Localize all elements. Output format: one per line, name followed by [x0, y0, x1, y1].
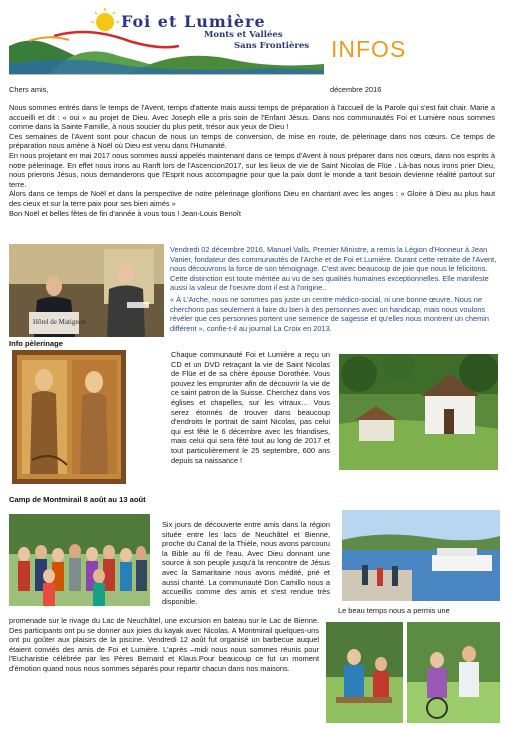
photo-matignon [9, 244, 164, 337]
photo-saint-nicolas [12, 350, 126, 484]
photo-wheelchair [407, 622, 500, 723]
greeting: Chers amis, [9, 85, 49, 94]
matignon-paragraph: Vendredi 02 décembre 2016, Manuel Valls, Premier Ministre, a remis la Légion d'Honneur à Jean Vanier, fondateur des communautés de l'Arche et de Foi et Lumière. Durant cette retraite de l'Avent, nous découvrons la force de son témoignage. C'est avec beaucoup de joie que nous le félicitons. Cette distinction est toute méritée au vu de ses qualités humaines exceptionnelles. Elle manifeste aussi la valeur de l'oeuvre dont il est à l'origine.. [170, 245, 497, 293]
logo-subtitle-1: Monts et Vallées [204, 30, 283, 40]
photo-lake-boat [342, 510, 500, 601]
matignon-quote: « À L'Arche, nous ne sommes pas juste un centre médico-social, ni une bonne œuvre. Nous ne cherchons pas seulement à faire du bien à des personnes avec un handicap, mais nous voulons révéler que ces personnes portent une semence de sagesse et qu'elles nous montrent un chemin différent », confie-t-il au journal La Croix en 2013. [170, 294, 489, 333]
intro-paragraph: En nous projetant en mai 2017 nous sommes aussi appelés maintenant dans ce temps d'Avent à nous préparer dans nos cœurs, dans nos esprits à notre pèlerinage. En effet nous irons au Ranft lors de l'Ascencion2017, sur les lieux de vie de Saint Nicolas de Flüe . Là-bas nous irons prier Dieu, nous prierons Jésus, nous demanderons que l'Esprit nous accompagne pour que la paix dont le monde a tant besoin devienne réalité partout sur terre. [9, 150, 495, 189]
intro-signature: Bon Noël et belles fêtes de fin d'année à vous tous ! Jean-Louis Benoît [9, 208, 241, 218]
camp-title: Camp de Montmirail 8 août au 13 août [9, 495, 146, 504]
intro-text [9, 103, 495, 218]
pelerinage-text: Chaque communauté Foi et Lumière a reçu un CD et un DVD retraçant la vie de Saint Nicolas de Flüe et de sa chère épouse Dorothée. Vous pouvez les emprunter afin de découvrir la vie de ce saint patron de la Suisse. Cherchez dans vos églises et chapelles, sur les vitraux… Vous serez étonnés de trouver dans beaucoup d'endroits le portrait de saint Nicolas, pas celui qui est fêté le 6 décembre avec les friandises, mais celui qui sera fêté tout au long de 2017 et tout particulièrement le 25 septembre, 600 ans depuis sa naissance ! [171, 350, 330, 465]
matignon-article [170, 245, 497, 333]
date: décembre 2016 [330, 85, 382, 94]
photo-camp-group [9, 514, 150, 606]
pelerinage-title: Info pèlerinage [9, 339, 64, 348]
logo-banner [9, 6, 324, 75]
camp-text-right: Six jours de découverte entre amis dans la région située entre les lacs de Neuchâtel et Bienne, proche du Canal de la Thièle, nous avons parcouru la Bible au fil de l'eau. Avec Dieu donnant une source à son peuple jusqu'à la rencontre de Jésus avec la Samaritaine nous avons médité, prié et aussi chanté. La communauté Don Camillo nous a accueillis comme des amis et s'est rendue très disponible. [162, 520, 330, 606]
intro-paragraph: Nous sommes entrés dans le temps de l'Avent, temps d'attente mais aussi temps de préparation à l'accueil de la Parole qui s'est fait chair. Marie a accueilli et dit : « oui » au projet de Dieu. Avec Joseph elle a pris soin de l'Enfant Jésus. Dans nos communautés Foi et Lumière nous sommes comme dans la Sainte Famille, à nous soucier du plus petit, trésor aux yeux de Dieu ! [9, 103, 495, 132]
photo-ranft-chapel [339, 354, 498, 470]
infos-heading: INFOS [331, 36, 407, 62]
camp-text-tail: Le beau temps nous a permis une [338, 606, 450, 615]
photo-picnic [326, 622, 403, 723]
intro-paragraph: Ces semaines de l'Avent sont pour chacun de nous un temps de conversion, de mise en route, de pèlerinage dans nos cœurs. Ce temps de préparation nous amène à Noël où Dieu est venu dans l'Humanité. [9, 131, 495, 151]
logo-title: Foi et Lumière [121, 12, 266, 31]
matignon-sign: Hôtel de Matignon [33, 318, 86, 326]
camp-text-bottom: promenade sur le rivage du Lac de Neuchâtel, une excursion en bateau sur le Lac de Bienne. Des participants ont pu se donner aux joies du kayak avec Nicolas. A Montmirail quelques-uns ont pu goûter aux plaisirs de la piscine. Vendredi 12 août fut organisé un barbecue auquel étaient conviés des amis de Foi et Lumière. L'après –midi nous nous sommes réunis pour l'Eucharistie célébrée par les Pères Bernard et Klaus.Pour beaucoup ce fut un moment d'émotion quand nous nous sommes séparés pour repartir chacun dans nos maisons. [9, 616, 319, 673]
intro-paragraph: Alors dans ce temps de Noël et dans la perspective de notre pèlerinage glorifions Dieu en chantant avec les anges : « Gloire à Dieu au plus haut des cieux et sur la terre paix pour ses bien aimés » [9, 189, 495, 208]
logo-subtitle-2: Sans Frontières [234, 41, 310, 51]
